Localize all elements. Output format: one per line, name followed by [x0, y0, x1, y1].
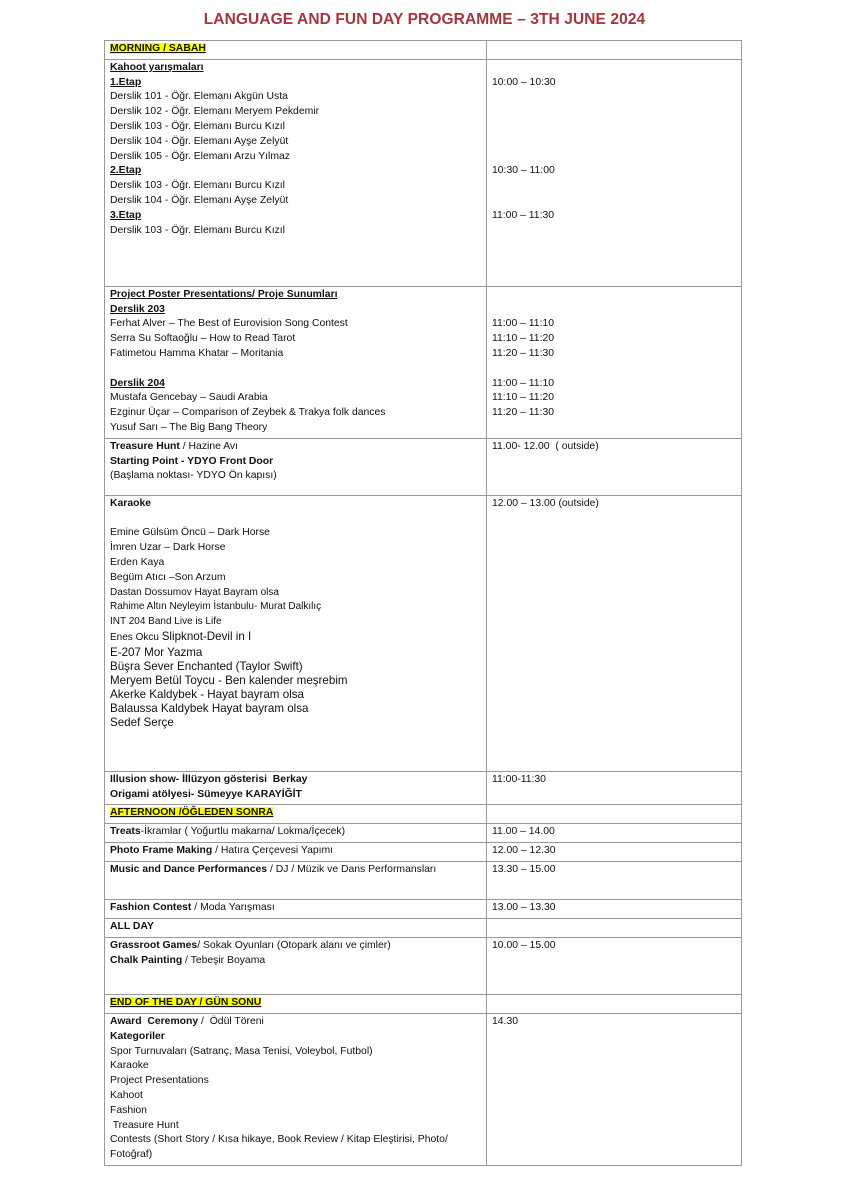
posters-cell: [105, 286, 487, 438]
empty-cell: [487, 995, 742, 1014]
table-row: [105, 843, 742, 862]
list-item: Begüm Atıcı –Son Arzum: [110, 571, 226, 583]
list-item: Akerke Kaldybek - Hayat bayram olsa: [110, 687, 304, 701]
treats-detail: -İkramlar ( Yoğurtlu makarna/ Lokma/İçecek): [140, 826, 346, 838]
list-item: Derslik 105 - Öğr. Elemanı Arzu Yılmaz: [110, 150, 290, 162]
kahoot-cell: [105, 59, 487, 286]
time-value: 13.30 – 15.00: [492, 864, 556, 876]
list-item: Sedef Serçe: [110, 715, 174, 729]
list-item: E-207 Mor Yazma: [110, 645, 203, 659]
kahoot-times-cell: [487, 59, 742, 286]
time-value: 11:00 – 11:30: [492, 209, 555, 221]
categories-heading: Kategoriler: [110, 1030, 165, 1042]
list-item: Derslik 103 - Öğr. Elemanı Burcu Kızıl: [110, 224, 285, 236]
chalk-detail: / Tebeşir Boyama: [182, 954, 266, 966]
list-item: Meryem Betül Toycu - Ben kalender meşrebim: [110, 673, 348, 687]
award-detail: / Ödül Töreni: [198, 1015, 264, 1027]
time-value: 11:10 – 11:20: [492, 392, 555, 404]
table-row: [105, 862, 742, 900]
karaoke-heading: Karaoke: [110, 497, 152, 509]
illusion-cell: [105, 771, 487, 805]
photo-time-cell: [487, 843, 742, 862]
list-item: İmren Uzar – Dark Horse: [110, 542, 226, 554]
fashion-time-cell: [487, 900, 742, 919]
list-item: Project Presentations: [110, 1075, 209, 1087]
list-item: Ferhat Alver – The Best of Eurovision Song Contest: [110, 318, 348, 330]
music-detail: / DJ / Müzik ve Dans Performansları: [267, 864, 437, 876]
list-item: Fashion: [110, 1104, 147, 1116]
time-value: 14.30: [492, 1015, 519, 1027]
treats-title: Treats: [110, 826, 141, 838]
list-item: Ezginur Üçar – Comparison of Zeybek & Trakya folk dances: [110, 407, 386, 419]
table-row: [105, 805, 742, 824]
origami-workshop: Origami atölyesi- Sümeyye KARAYİĞİT: [110, 788, 302, 800]
table-row: [105, 995, 742, 1014]
list-item: Derslik 103 - Öğr. Elemanı Burcu Kızıl: [110, 180, 285, 192]
list-item: Contests (Short Story / Kısa hikaye, Book Review / Kitap Eleştirisi, Photo/ Fotoğraf): [110, 1134, 448, 1161]
time-value: 11.00- 12.00 ( outside): [492, 440, 599, 452]
table-row: [105, 824, 742, 843]
award-cell: [105, 1013, 487, 1165]
room-203-label: Derslik 203: [110, 303, 165, 315]
list-item: Derslik 104 - Öğr. Elemanı Ayşe Zelyüt: [110, 135, 289, 147]
empty-cell: [487, 805, 742, 824]
posters-heading: Project Poster Presentations/ Proje Sunumları: [110, 288, 338, 300]
etap-1-label: 1.Etap: [110, 76, 142, 88]
time-value: 13.00 – 13.30: [492, 902, 556, 914]
list-item: Emine Gülsüm Öncü – Dark Horse: [110, 527, 270, 539]
etap-2-label: 2.Etap: [110, 165, 142, 177]
time-value: 10.00 – 15.00: [492, 940, 556, 952]
empty-cell: [487, 41, 742, 60]
treasure-start: Starting Point - YDYO Front Door: [110, 455, 274, 467]
section-header-morning: MORNING / SABAH: [105, 41, 487, 60]
table-row: [105, 1013, 742, 1165]
award-time-cell: [487, 1013, 742, 1165]
list-item: Spor Turnuvaları (Satranç, Masa Tenisi, Voleybol, Futbol): [110, 1045, 373, 1057]
list-item: Derslik 101 - Öğr. Elemanı Akgün Usta: [110, 91, 288, 103]
table-row: [105, 286, 742, 438]
fashion-detail: / Moda Yarışması: [191, 902, 275, 914]
list-item: Fatimetou Hamma Khatar – Moritania: [110, 347, 284, 359]
posters-times-cell: [487, 286, 742, 438]
table-row: [105, 438, 742, 495]
list-item: Rahime Altın Neyleyim İstanbulu- Murat Dalkılıç: [110, 601, 322, 613]
table-row: [105, 495, 742, 771]
treasure-cell: [105, 438, 487, 495]
table-row: [105, 59, 742, 286]
list-item: Erden Kaya: [110, 556, 165, 568]
programme-table: [104, 40, 742, 1166]
table-row: [105, 938, 742, 995]
etap-3-label: 3.Etap: [110, 209, 142, 221]
karaoke-cell: [105, 495, 487, 771]
karaoke-performer: Enes Okcu: [110, 631, 162, 643]
list-item: Derslik 104 - Öğr. Elemanı Ayşe Zelyüt: [110, 194, 289, 206]
list-item: Treasure Hunt: [110, 1119, 179, 1131]
grassroot-time-cell: [487, 938, 742, 995]
grassroot-cell: [105, 938, 487, 995]
list-item: INT 204 Band Live is Life: [110, 616, 222, 628]
list-item: Yusuf Sarı – The Big Bang Theory: [110, 421, 268, 433]
music-time-cell: [487, 862, 742, 900]
chalk-title: Chalk Painting: [110, 954, 183, 966]
treasure-title-tr: / Hazine Avı: [179, 440, 239, 452]
list-item: Dastan Dossumov Hayat Bayram olsa: [110, 586, 279, 598]
fashion-cell: [105, 900, 487, 919]
list-item: Derslik 102 - Öğr. Elemanı Meryem Pekdemir: [110, 106, 320, 118]
grassroot-detail: / Sokak Oyunları (Otopark alanı ve çimler): [197, 940, 391, 952]
music-title: Music and Dance Performances: [110, 864, 268, 876]
section-all-day: [105, 919, 487, 938]
kahoot-heading: Kahoot yarışmaları: [110, 61, 204, 73]
photo-cell: [105, 843, 487, 862]
photo-detail: / Hatıra Çerçevesi Yapımı: [212, 845, 334, 857]
list-item: Mustafa Gencebay – Saudi Arabia: [110, 392, 268, 404]
award-title: Award Ceremony: [110, 1015, 199, 1027]
treasure-title: Treasure Hunt: [110, 440, 180, 452]
time-value: 12.00 – 12.30: [492, 845, 556, 857]
karaoke-time-cell: [487, 495, 742, 771]
treats-time-cell: [487, 824, 742, 843]
table-row: [105, 919, 742, 938]
table-row: [105, 41, 742, 60]
page-title: LANGUAGE AND FUN DAY PROGRAMME – 3TH JUNE 2024: [203, 11, 646, 28]
time-value: 10:00 – 10:30: [492, 76, 556, 88]
music-cell: [105, 862, 487, 900]
treasure-start-tr: (Başlama noktası- YDYO Ön kapısı): [110, 470, 277, 482]
time-value: 11:00 – 11:10: [492, 318, 555, 330]
time-value: 12.00 – 13.00 (outside): [492, 497, 599, 509]
grassroot-title: Grassroot Games: [110, 940, 198, 952]
time-value: 11:20 – 11:30: [492, 407, 555, 419]
time-value: 10:30 – 11:00: [492, 165, 555, 177]
room-204-label: Derslik 204: [110, 377, 165, 389]
list-item: Kahoot: [110, 1089, 143, 1101]
time-value: 11:00 – 11:10: [492, 377, 555, 389]
illusion-show: Illusion show- İllüzyon gösterisi Berkay: [110, 773, 308, 785]
time-value: 11:20 – 11:30: [492, 347, 555, 359]
list-item: Balaussa Kaldybek Hayat bayram olsa: [110, 701, 309, 715]
time-value: 11.00 – 14.00: [492, 826, 555, 838]
treats-cell: [105, 824, 487, 843]
time-value: 11:00-11:30: [492, 773, 546, 785]
list-item: Büşra Sever Enchanted (Taylor Swift): [110, 659, 303, 673]
all-day-label: ALL DAY: [110, 921, 154, 933]
list-item: Serra Su Softaoğlu – How to Read Tarot: [110, 333, 296, 345]
karaoke-song: Slipknot-Devil in I: [161, 629, 252, 643]
treasure-time-cell: [487, 438, 742, 495]
empty-cell: [487, 919, 742, 938]
list-item: Karaoke: [110, 1060, 149, 1072]
list-item: Derslik 103 - Öğr. Elemanı Burcu Kızıl: [110, 120, 285, 132]
section-header-end: END OF THE DAY / GÜN SONU: [105, 995, 487, 1014]
illusion-time-cell: [487, 771, 742, 805]
section-header-afternoon: AFTERNOON /ÖĞLEDEN SONRA: [105, 805, 487, 824]
fashion-title: Fashion Contest: [110, 902, 192, 914]
table-row: [105, 900, 742, 919]
photo-title: Photo Frame Making: [110, 845, 213, 857]
table-row: [105, 771, 742, 805]
time-value: 11:10 – 11:20: [492, 333, 555, 345]
